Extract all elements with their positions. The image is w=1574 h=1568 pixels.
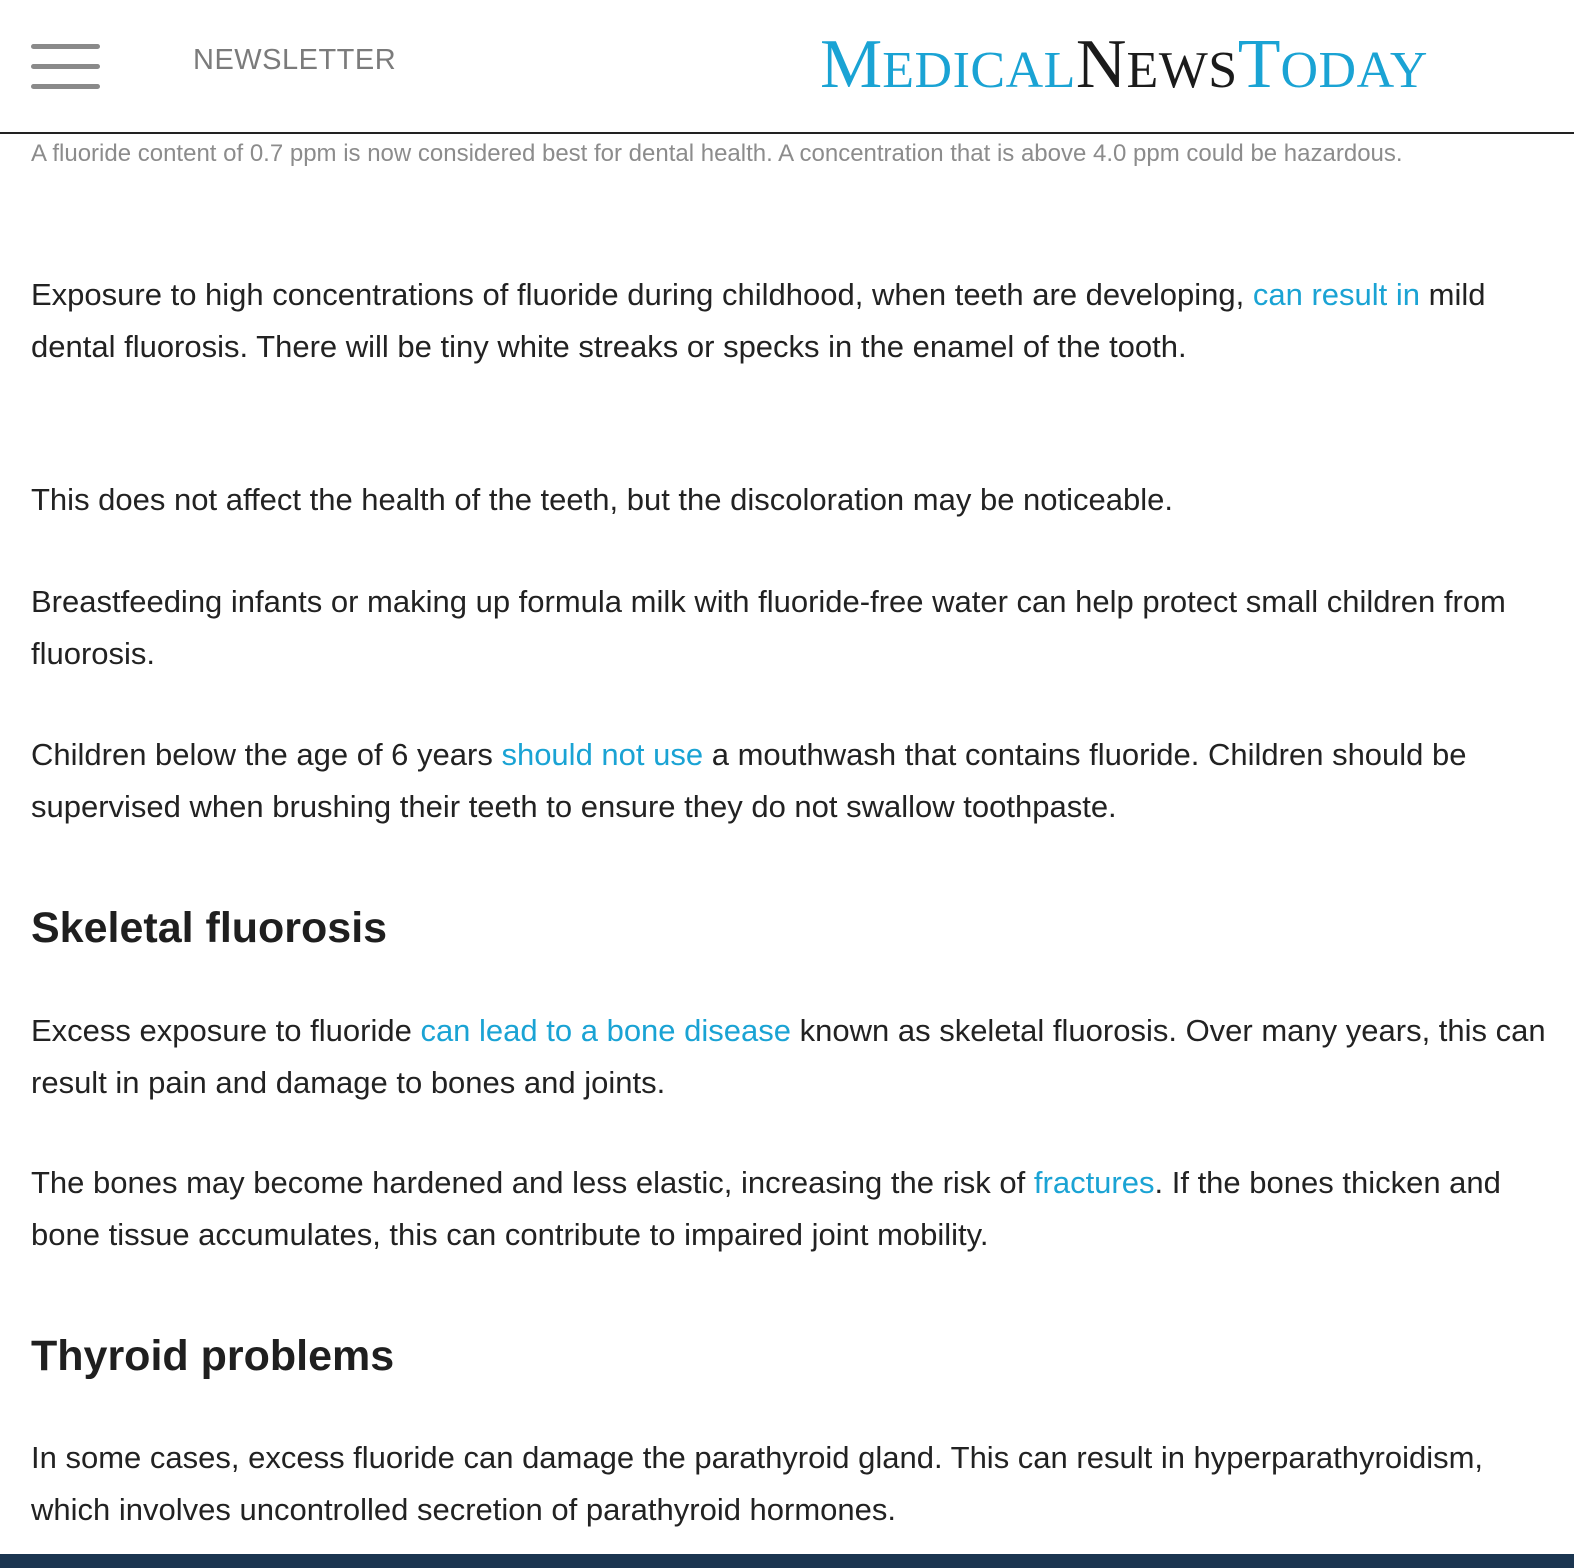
link-bone-disease[interactable]: can lead to a bone disease: [420, 1013, 791, 1048]
link-should-not-use[interactable]: should not use: [501, 737, 704, 772]
logo-letter: N: [1075, 26, 1127, 103]
hamburger-menu-icon[interactable]: [31, 44, 101, 90]
logo-word: EDICAL: [882, 42, 1076, 99]
logo-word: EWS: [1126, 42, 1238, 99]
paragraph-text: Excess exposure to fluoride: [31, 1013, 421, 1048]
paragraph-text: mild dental fluorosis. There will be tiny white streaks or specks in the enamel of the tooth.: [31, 277, 1486, 364]
paragraph-breastfeeding: Breastfeeding infants or making up formula milk with fluoride-free water can help protect small children from fluorosis.: [31, 584, 1506, 671]
image-caption: A fluoride content of 0.7 ppm is now considered best for dental health. A concentration that is above 4.0 ppm could be hazardous.: [31, 140, 1403, 167]
paragraph-text: . If the bones thicken and bone tissue accumulates, this can contribute to impaired joint mobility.: [31, 1165, 1501, 1252]
logo-letter: M: [820, 26, 883, 103]
paragraph-parathyroid: In some cases, excess fluoride can damage the parathyroid gland. This can result in hyperparathyroidism, which involves uncontrolled secretion of parathyroid hormones.: [31, 1440, 1484, 1527]
paragraph-skeletal-exposure: [31, 1005, 1546, 1109]
paragraph-text: Exposure to high concentrations of fluoride during childhood, when teeth are developing,: [31, 277, 1253, 312]
menu-line: [31, 44, 100, 49]
logo-letter: T: [1237, 26, 1281, 103]
newsletter-link[interactable]: NEWSLETTER: [193, 44, 397, 76]
bottom-navigation-bar: [0, 1554, 1574, 1568]
paragraph-children-mouthwash: [31, 729, 1546, 833]
menu-line: [31, 84, 100, 89]
link-can-result-in[interactable]: can result in: [1252, 277, 1421, 312]
heading-skeletal-fluorosis: Skeletal fluorosis: [31, 904, 388, 952]
paragraph-text: known as skeletal fluorosis. Over many years, this can result in pain and damage to bones and joints.: [31, 1013, 1546, 1100]
heading-thyroid-problems: Thyroid problems: [31, 1332, 395, 1380]
paragraph-dental-fluorosis: [31, 269, 1546, 373]
link-fractures[interactable]: fractures: [1033, 1165, 1155, 1200]
paragraph-text: Children below the age of 6 years: [31, 737, 502, 772]
paragraph-text: a mouthwash that contains fluoride. Children should be supervised when brushing their teeth to ensure they do not swallow toothpaste.: [31, 737, 1467, 824]
menu-line: [31, 64, 100, 69]
site-logo[interactable]: [820, 26, 1428, 103]
paragraph-discoloration: This does not affect the health of the teeth, but the discoloration may be noticeable.: [31, 482, 1174, 517]
paragraph-bones-hardened: [31, 1157, 1546, 1261]
site-header: [0, 0, 1574, 134]
paragraph-text: The bones may become hardened and less elastic, increasing the risk of: [31, 1165, 1034, 1200]
logo-word: ODAY: [1280, 42, 1428, 99]
